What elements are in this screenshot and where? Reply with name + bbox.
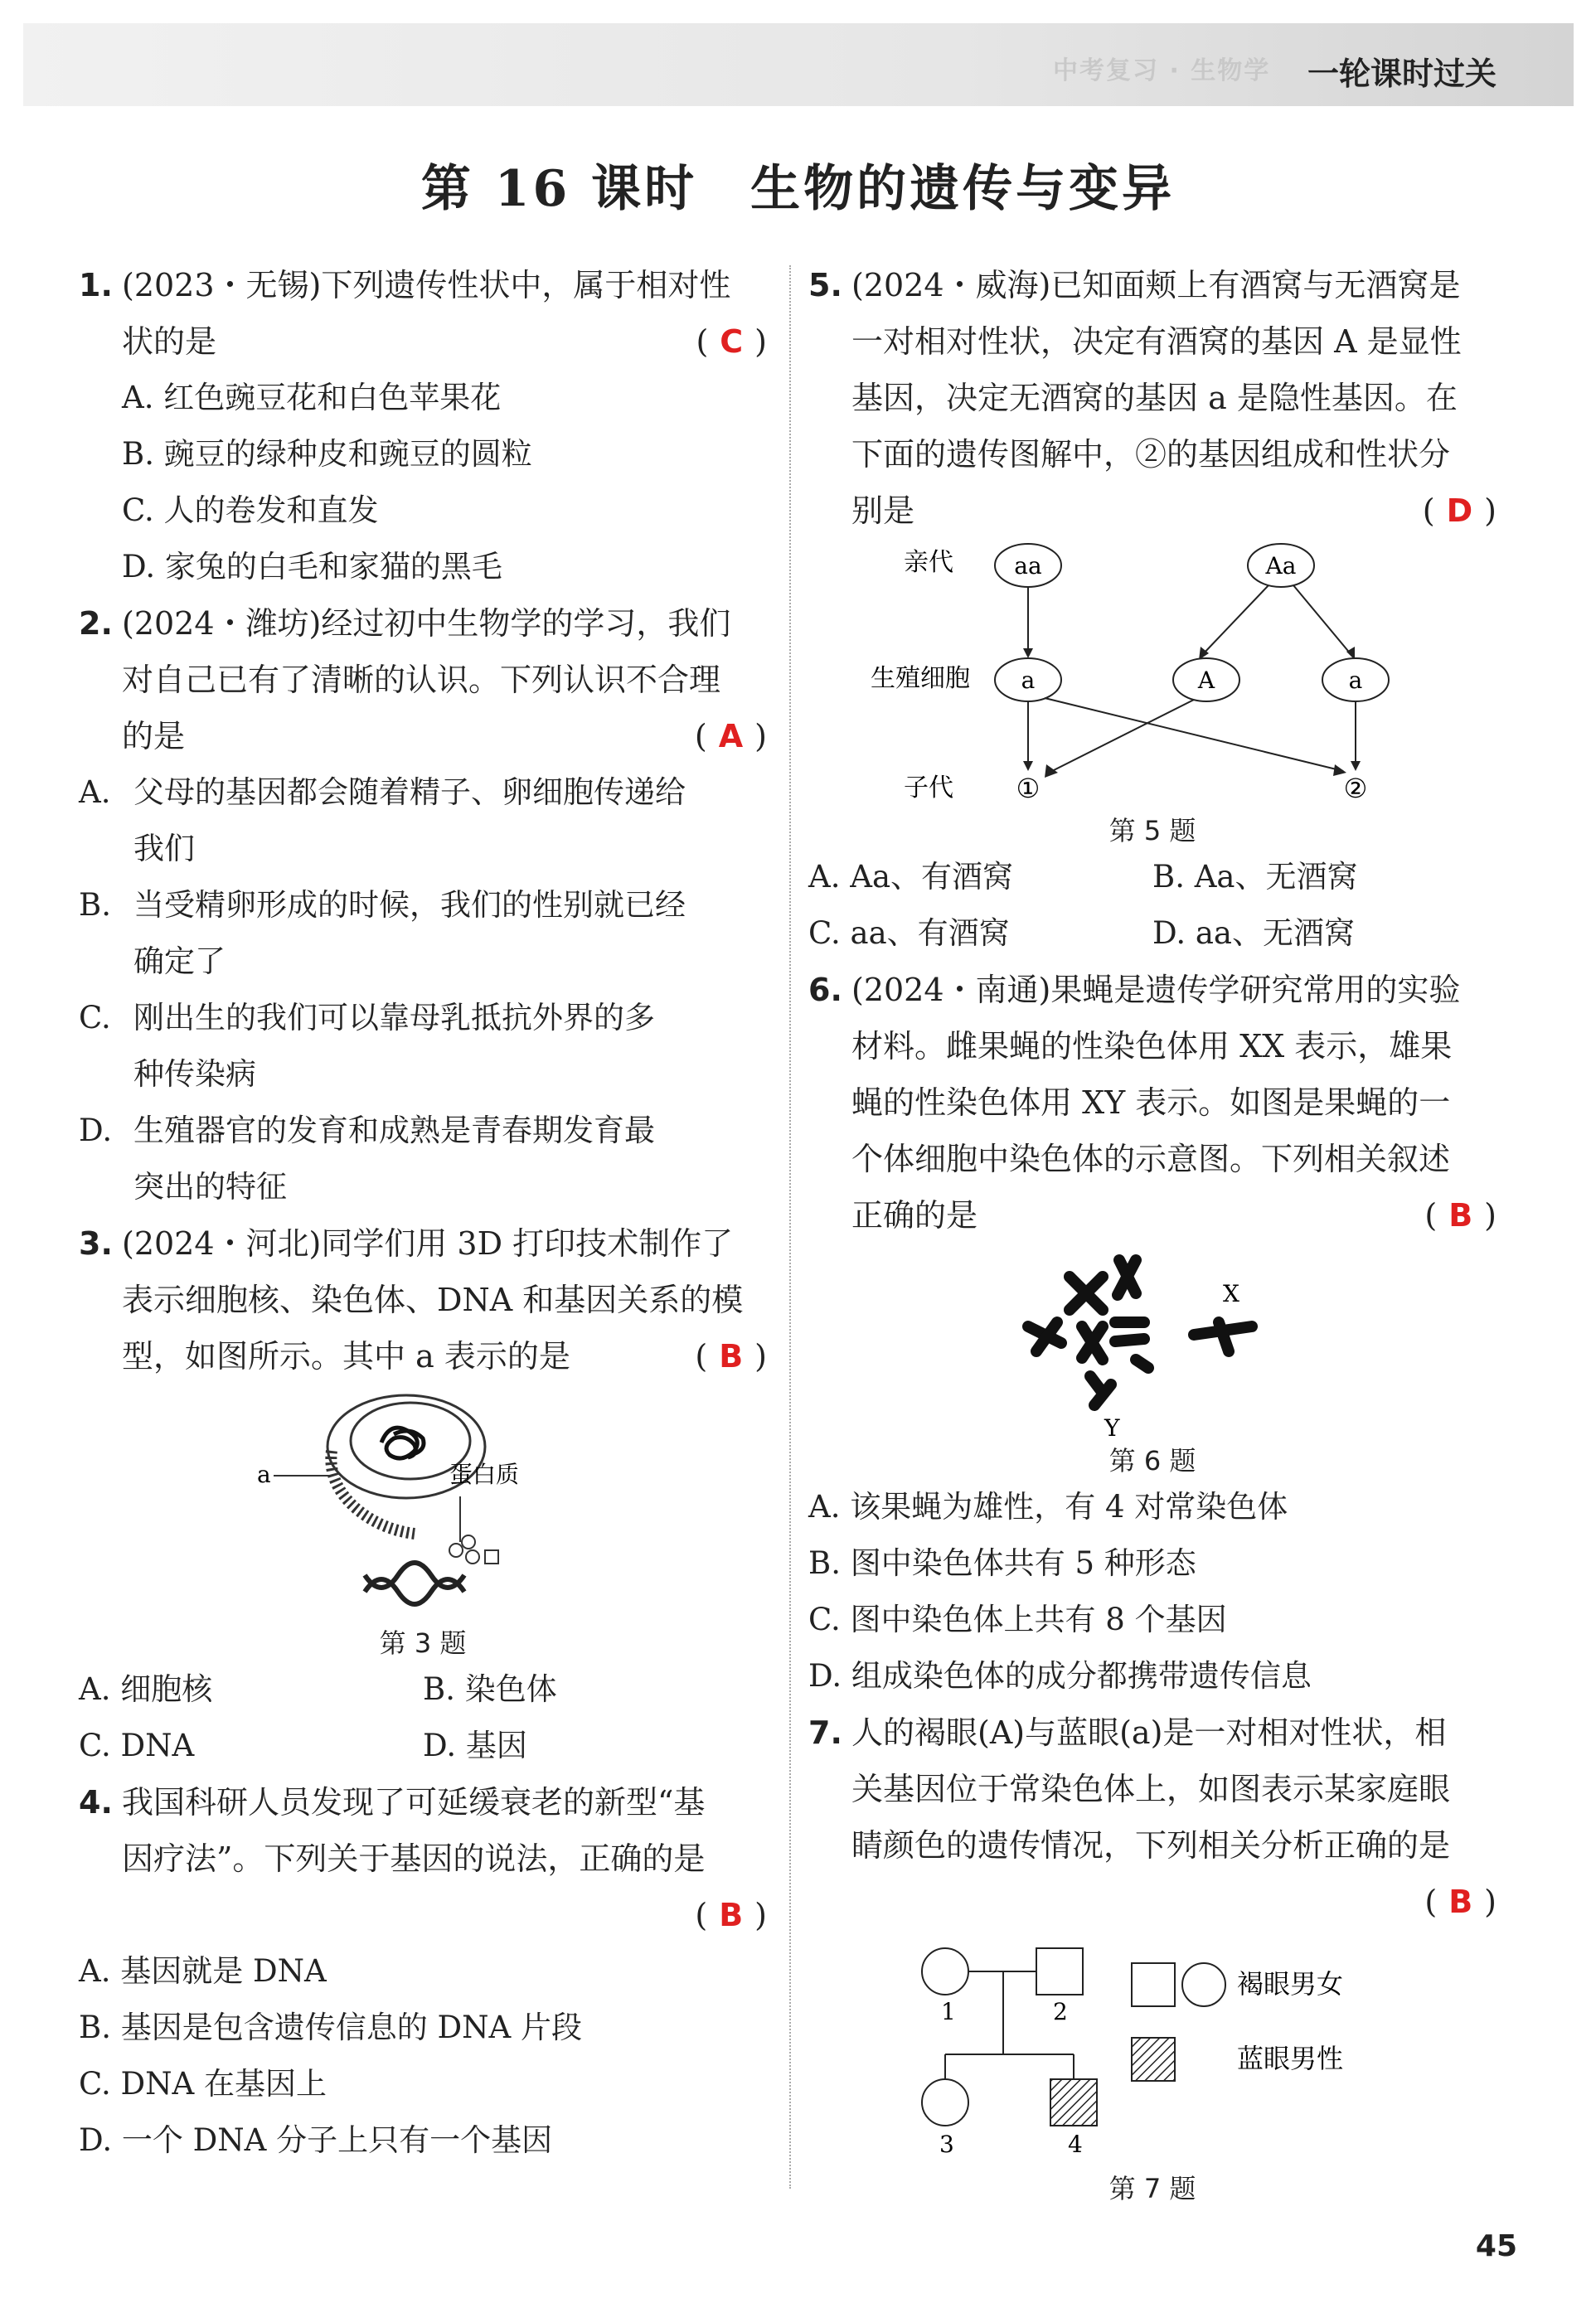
options-row (808, 905, 1497, 962)
option-b: B. 染色体 (423, 1671, 557, 1707)
question-2: 2. (2024・潍坊)经过初中生物学的学习，我们 对自己已有了清晰的认识。下列认识不合理 的是 ( A ) A. 父母的基因都会随着精子、卵细胞传递给 我们 B. 当受精卵形成的时候，我们的性别就已经 确定了 C. 刚出生的我们可以靠母乳抵抗外界的多 种传染病 D. 生殖器官的发育和成熟是青春期发育最 突出的特征 (79, 595, 767, 1215)
chromosome (1115, 1339, 1144, 1341)
left-column (79, 257, 767, 2169)
offspring-2: ② (1343, 773, 1368, 804)
option-b: B. Aa、无酒窝 (1152, 859, 1358, 895)
question-text: 个体细胞中染色体的示意图。下列相关叙述 (851, 1141, 1451, 1177)
option-label: B. (79, 887, 111, 923)
page-title: 第 16 课时 生物的遗传与变异 (420, 160, 1176, 218)
parent2-genotype: Aa (1265, 552, 1297, 579)
question-number: 4. (79, 1784, 113, 1821)
question-6: 6. (2024・南通)果蝇是遗传学研究常用的实验 材料。雌果蝇的性染色体用 XX 表示，雄果 蝇的性染色体用 XY 表示。如图是果蝇的一 个体细胞中染色体的示意图。下列相关叙述 正确的是 ( B ) X Y 第 6 题 A. 该果蝇为雄性，有 4 对常染色体 B. 图中染色体共有 5 种形态 C. 图中染色体上共有 8 个基因 D. 组成染色体的成分都携带遗传信息 (808, 962, 1497, 1704)
question-text: 别是 (851, 492, 915, 529)
legend-brown-label: 褐眼男女 (1237, 1968, 1344, 2000)
option-c: C. aa、有酒窝 (808, 915, 1010, 951)
answer-mark: B (1448, 1884, 1473, 1920)
question-3: 3. (2024・河北)同学们用 3D 打印技术制作了 表示细胞核、染色体、DNA 和基因关系的模 型，如图所示。其中 a 表示的是 ( B ) a 蛋白质 第 3 题 A. 细胞核 B. 染色体 C. DNA D. 基因 (79, 1215, 767, 1774)
person-1-female (922, 1948, 968, 1995)
figure-caption: 第 5 题 (1108, 815, 1196, 846)
question-text: (2023・无锡)下列遗传性状中，属于相对性 (122, 267, 731, 303)
offspring-1: ① (1016, 773, 1041, 804)
question-text: (2024・潍坊)经过初中生物学的学习，我们 (122, 605, 731, 642)
option-label: A. (79, 774, 111, 810)
question-7: 7. 人的褐眼(A)与蓝眼(a)是一对相对性状，相 关基因位于常染色体上，如图表示某家庭眼 睛颜色的遗传情况，下列相关分析正确的是 ( B ) 1 2 3 4 褐眼男女 蓝眼男性 第 7 题 (808, 1704, 1497, 2207)
question-number: 6. (808, 972, 842, 1008)
figure-label-y: Y (1104, 1414, 1120, 1442)
answer-mark: A (718, 718, 744, 754)
option-text: 当受精卵形成的时候，我们的性别就已经 (133, 887, 686, 923)
header-label: 一轮课时过关 (1307, 56, 1497, 92)
answer-mark: C (720, 323, 744, 360)
protein-bead (449, 1544, 463, 1557)
column-divider (789, 265, 791, 2189)
figure-label-protein: 蛋白质 (449, 1461, 520, 1488)
question-number: 5. (808, 267, 842, 303)
person-number: 2 (1053, 1998, 1068, 2025)
figure-caption: 第 3 题 (379, 1627, 467, 1659)
legend-brown-female (1182, 1963, 1225, 2006)
question-text: 因疗法”。下列关于基因的说法，正确的是 (122, 1840, 706, 1877)
question-text: 基因，决定无酒窝的基因 a 是隐性基因。在 (851, 380, 1458, 416)
arrowhead (1045, 764, 1058, 778)
option-d: D. 一个 DNA 分子上只有一个基因 (79, 2122, 553, 2158)
option-a: A. 基因就是 DNA (79, 1953, 327, 1989)
option-a: A. Aa、有酒窝 (808, 859, 1014, 895)
page-number: 45 (1475, 2229, 1517, 2263)
row-label-gamete: 生殖细胞 (871, 664, 970, 693)
option-b: B. 图中染色体共有 5 种形态 (808, 1545, 1196, 1581)
option-c (79, 990, 767, 1103)
pedigree-figure (854, 1930, 1451, 2170)
person-number: 1 (941, 1998, 956, 2025)
question-text: 表示细胞核、染色体、DNA 和基因关系的模 (122, 1282, 744, 1318)
option-b: B. 豌豆的绿种皮和豌豆的圆粒 (122, 436, 532, 472)
question-text: 材料。雌果蝇的性染色体用 XX 表示，雄果 (851, 1028, 1453, 1064)
parent1-genotype: aa (1014, 552, 1042, 579)
option-text: 我们 (133, 831, 195, 866)
answer-mark: B (719, 1338, 744, 1375)
option-text: 确定了 (133, 943, 226, 979)
chromosome-figure (1011, 1244, 1293, 1443)
gene-box (485, 1550, 498, 1564)
right-column (808, 257, 1497, 2207)
figure-caption: 第 7 题 (1108, 2173, 1196, 2204)
figure-label-x: X (1223, 1280, 1239, 1307)
question-text: 蝇的性染色体用 XY 表示。如图是果蝇的一 (851, 1084, 1451, 1121)
option-d: D. aa、无酒窝 (1152, 915, 1355, 951)
question-text: 的是 (122, 718, 186, 754)
figure-label-a: a (257, 1461, 271, 1488)
option-text: 父母的基因都会随着精子、卵细胞传递给 (133, 774, 686, 810)
answer-mark: D (1446, 492, 1473, 529)
option-b (79, 877, 767, 990)
person-2-male (1036, 1948, 1083, 1995)
answer-mark: B (1448, 1197, 1473, 1234)
option-label: D. (79, 1113, 113, 1148)
dna-helix (365, 1563, 464, 1588)
person-number: 3 (939, 2131, 954, 2158)
gamete3-label: a (1348, 667, 1363, 694)
inheritance-diagram (871, 539, 1434, 812)
person-number: 4 (1068, 2131, 1083, 2158)
option-c: C. 人的卷发和直发 (122, 492, 379, 528)
question-4: 4. 我国科研人员发现了可延缓衰老的新型“基 因疗法”。下列关于基因的说法，正确的是 ( B ) A. 基因就是 DNA B. 基因是包含遗传信息的 DNA 片段 C. DNA 在基因上 D. 一个 DNA 分子上只有一个基因 (79, 1774, 767, 2169)
person-3-female (922, 2079, 968, 2126)
option-c: C. DNA 在基因上 (79, 2066, 327, 2102)
question-number: 3. (79, 1225, 113, 1262)
option-b: B. 基因是包含遗传信息的 DNA 片段 (79, 2010, 582, 2045)
question-text: 关基因位于常染色体上，如图表示某家庭眼 (851, 1771, 1451, 1807)
legend-blue-male (1132, 2038, 1175, 2081)
legend-blue-label: 蓝眼男性 (1237, 2043, 1344, 2074)
person-4-male-blue (1050, 2079, 1097, 2126)
question-1: 1. (2023・无锡)下列遗传性状中，属于相对性 状的是 ( C ) A. 红色豌豆花和白色苹果花 B. 豌豆的绿种皮和豌豆的圆粒 C. 人的卷发和直发 D. 家兔的白毛和家猫的黑毛 (79, 257, 767, 595)
options-row (79, 1661, 767, 1718)
cell-model-figure (249, 1384, 597, 1625)
question-text: (2024・南通)果蝇是遗传学研究常用的实验 (851, 972, 1461, 1008)
option-text: 突出的特征 (133, 1169, 287, 1205)
protein-bead (466, 1550, 479, 1564)
option-a: A. 细胞核 (79, 1671, 213, 1707)
question-text: 人的褐眼(A)与蓝眼(a)是一对相对性状，相 (851, 1714, 1447, 1751)
header-ghost-text: 中考复习 · 生物学 (1053, 56, 1271, 85)
question-text: 我国科研人员发现了可延缓衰老的新型“基 (122, 1784, 706, 1821)
question-text: 正确的是 (851, 1197, 978, 1234)
legend-brown-male (1132, 1963, 1175, 2006)
question-text: 一对相对性状，决定有酒窝的基因 A 是显性 (851, 323, 1462, 360)
question-text: 对自己已有了清晰的认识。下列认识不合理 (122, 662, 721, 698)
protein-bead (462, 1535, 475, 1549)
options-row (79, 1718, 767, 1774)
options-row (808, 849, 1497, 905)
arrow (1045, 698, 1343, 771)
chromosome (1136, 1360, 1148, 1368)
arrowhead (1023, 761, 1033, 771)
option-a: A. 该果蝇为雄性，有 4 对常染色体 (808, 1489, 1288, 1525)
question-number: 1. (79, 267, 113, 303)
arrowhead (1023, 648, 1033, 658)
option-a (79, 764, 767, 877)
option-text: 种传染病 (133, 1056, 256, 1092)
option-d: D. 基因 (423, 1728, 527, 1763)
gamete2-label: A (1197, 667, 1215, 694)
arrowhead (1351, 761, 1361, 771)
question-text: 型，如图所示。其中 a 表示的是 (122, 1338, 570, 1375)
option-d (79, 1103, 767, 1215)
question-text: 状的是 (122, 323, 217, 360)
option-d: D. 组成染色体的成分都携带遗传信息 (808, 1658, 1312, 1694)
answer-mark: B (719, 1897, 744, 1933)
question-number: 2. (79, 605, 113, 642)
question-text: (2024・河北)同学们用 3D 打印技术制作了 (122, 1225, 734, 1262)
question-number: 7. (808, 1714, 842, 1751)
figure-caption: 第 6 题 (1108, 1445, 1196, 1477)
row-label-offspring: 子代 (904, 773, 953, 803)
arrow (1049, 700, 1194, 773)
question-text: 睛颜色的遗传情况，下列相关分析正确的是 (851, 1827, 1451, 1864)
row-label-parent: 亲代 (904, 548, 953, 577)
question-text: (2024・威海)已知面颊上有酒窝与无酒窝是 (851, 267, 1461, 303)
option-c: C. DNA (79, 1728, 195, 1763)
option-label: C. (79, 1000, 111, 1035)
dna-helix (365, 1579, 464, 1604)
arrow (1293, 585, 1351, 655)
option-d: D. 家兔的白毛和家猫的黑毛 (122, 549, 502, 584)
gamete1-label: a (1021, 667, 1036, 694)
option-text: 生殖器官的发育和成熟是青春期发育最 (133, 1113, 655, 1148)
question-5: 5. (2024・威海)已知面颊上有酒窝与无酒窝是 一对相对性状，决定有酒窝的基因 A 是显性 基因，决定无酒窝的基因 a 是隐性基因。在 下面的遗传图解中，②的基因组成和性状分 别是 ( D ) 亲代 生殖细胞 子代 aa Aa a A a ① ② 第 5 题 A. Aa、有酒窝 B. Aa、无酒窝 C. aa、有酒窝 D. aa、无酒窝 (808, 257, 1497, 962)
option-text: 刚出生的我们可以靠母乳抵抗外界的多 (133, 1000, 655, 1035)
chromosome-set (1028, 1260, 1252, 1405)
arrow (1202, 585, 1269, 655)
option-a: A. 红色豌豆花和白色苹果花 (122, 380, 502, 415)
option-c: C. 图中染色体上共有 8 个基因 (808, 1602, 1227, 1637)
question-text: 下面的遗传图解中，②的基因组成和性状分 (851, 436, 1451, 473)
